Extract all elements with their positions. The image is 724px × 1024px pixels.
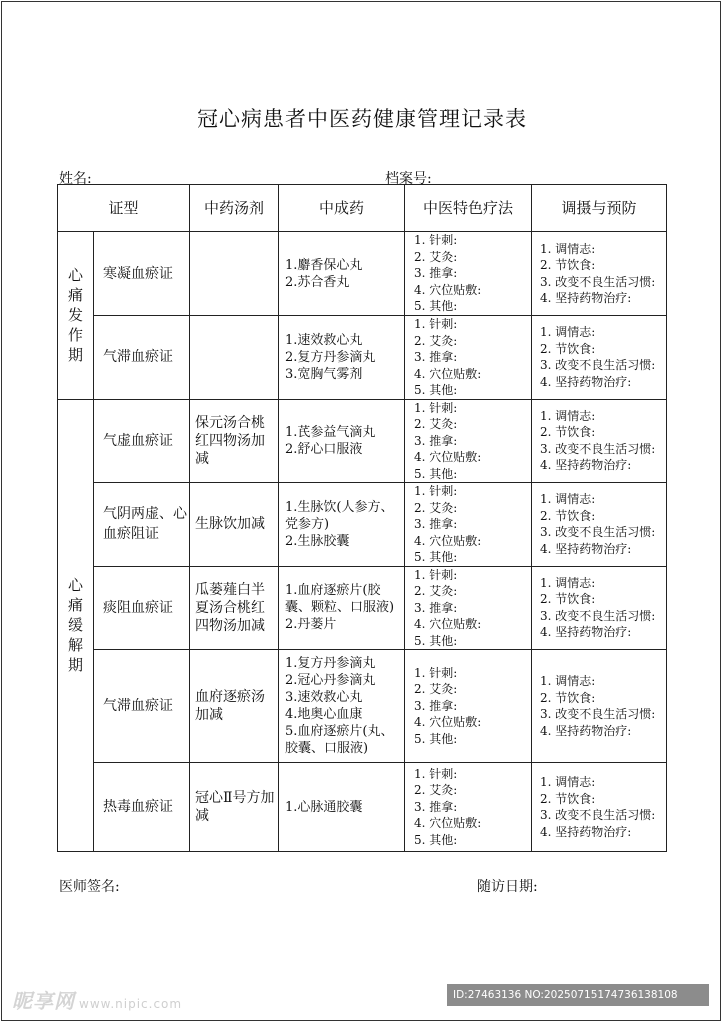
therapy-item: 2. 艾灸: bbox=[414, 783, 458, 798]
therapy-item: 2. 艾灸: bbox=[414, 682, 458, 697]
therapy-item: 3. 推拿: bbox=[414, 799, 458, 814]
therapy-item: 1. 针刺: bbox=[414, 665, 458, 680]
medicine-item: 2.舒心口服液 bbox=[285, 441, 363, 457]
table-row bbox=[58, 650, 667, 763]
therapy-item: 4. 穴位贴敷: bbox=[414, 366, 482, 381]
therapy-item: 1. 针刺: bbox=[414, 317, 458, 331]
medicine-item: 2.冠心丹参滴丸 bbox=[285, 673, 376, 688]
prevention-cell bbox=[532, 316, 667, 400]
therapy-cell bbox=[405, 232, 532, 316]
medicine-item: 3.速效救心丸 bbox=[285, 690, 363, 705]
syndrome-cell: 气滞血瘀证 bbox=[94, 316, 190, 400]
prevention-item: 3. 改变不良生活习惯: bbox=[540, 274, 656, 289]
column-header-therapy: 中医特色疗法 bbox=[405, 185, 532, 232]
phase-attack bbox=[58, 232, 94, 400]
column-header-syndrome: 证型 bbox=[58, 185, 190, 232]
syndrome-cell: 寒凝血瘀证 bbox=[94, 232, 190, 316]
prevention-item: 2. 节饮食: bbox=[540, 425, 596, 440]
therapy-item: 5. 其他: bbox=[414, 832, 458, 847]
medicine-item: 1.芪参益气滴丸 bbox=[285, 424, 376, 440]
record-table bbox=[57, 184, 667, 852]
prevention-item: 4. 坚持药物治疗: bbox=[540, 374, 632, 389]
decoction-cell bbox=[190, 316, 279, 400]
prevention-item: 4. 坚持药物治疗: bbox=[540, 824, 632, 839]
therapy-item: 4. 穴位贴敷: bbox=[414, 715, 482, 730]
prevention-item: 1. 调情志: bbox=[540, 674, 596, 688]
page-title: 冠心病患者中医药健康管理记录表 bbox=[197, 107, 527, 131]
medicine-item: 1.血府逐瘀片(胶囊、颗粒、口服液) bbox=[285, 583, 395, 616]
prevention-item: 4. 坚持药物治疗: bbox=[540, 458, 632, 473]
therapy-item: 5. 其他: bbox=[414, 466, 458, 481]
medicine-item: 4.地奥心血康 bbox=[285, 707, 363, 722]
medicine-item: 2.生脉胶囊 bbox=[285, 533, 350, 549]
therapy-item: 5. 其他: bbox=[414, 633, 458, 648]
table-row bbox=[58, 399, 667, 483]
decoction-cell: 瓜蒌薤白半夏汤合桃红四物汤加减 bbox=[190, 566, 279, 650]
therapy-item: 4. 穴位贴敷: bbox=[414, 617, 482, 631]
prevention-item: 3. 改变不良生活习惯: bbox=[540, 525, 656, 540]
table-row bbox=[58, 232, 667, 316]
therapy-item: 2. 艾灸: bbox=[414, 333, 458, 348]
therapy-item: 5. 其他: bbox=[414, 731, 458, 746]
file-number-label: 档案号: bbox=[385, 171, 432, 187]
phase-relief bbox=[58, 399, 94, 852]
therapy-item: 1. 针刺: bbox=[414, 233, 458, 248]
prevention-item: 2. 节饮食: bbox=[540, 341, 596, 356]
therapy-item: 3. 推拿: bbox=[414, 517, 458, 531]
therapy-item: 2. 艾灸: bbox=[414, 249, 458, 264]
therapy-item: 4. 穴位贴敷: bbox=[414, 282, 482, 297]
prevention-item: 2. 节饮食: bbox=[540, 258, 596, 272]
medicine-cell bbox=[279, 483, 405, 567]
medicine-cell bbox=[279, 566, 405, 650]
visit-date-label: 随访日期: bbox=[477, 879, 538, 895]
prevention-item: 1. 调情志: bbox=[540, 775, 596, 789]
medicine-item: 2.丹蒌片 bbox=[285, 617, 337, 633]
therapy-item: 3. 推拿: bbox=[414, 433, 458, 448]
therapy-item: 3. 推拿: bbox=[414, 266, 458, 281]
decoction-cell: 保元汤合桃红四物汤加减 bbox=[190, 399, 279, 483]
prevention-item: 3. 改变不良生活习惯: bbox=[540, 808, 656, 822]
prevention-item: 1. 调情志: bbox=[540, 492, 596, 507]
medicine-cell bbox=[279, 650, 405, 763]
therapy-item: 5. 其他: bbox=[414, 299, 458, 314]
prevention-item: 1. 调情志: bbox=[540, 325, 596, 340]
medicine-item: 2.苏合香丸 bbox=[285, 274, 350, 290]
prevention-item: 1. 调情志: bbox=[540, 575, 596, 590]
prevention-cell bbox=[532, 566, 667, 650]
table-row bbox=[58, 763, 667, 852]
therapy-item: 1. 针刺: bbox=[414, 567, 458, 582]
prevention-cell bbox=[532, 232, 667, 316]
therapy-item: 3. 推拿: bbox=[414, 698, 458, 713]
column-header-decoction: 中药汤剂 bbox=[190, 185, 279, 232]
decoction-cell: 冠心Ⅱ号方加减 bbox=[190, 763, 279, 852]
decoction-cell: 生脉饮加减 bbox=[190, 483, 279, 567]
medicine-cell bbox=[279, 316, 405, 400]
therapy-cell bbox=[405, 316, 532, 400]
prevention-cell bbox=[532, 650, 667, 763]
prevention-item: 4. 坚持药物治疗: bbox=[540, 625, 632, 640]
medicine-item: 1.复方丹参滴丸 bbox=[285, 656, 376, 671]
prevention-item: 4. 坚持药物治疗: bbox=[540, 291, 632, 305]
therapy-item: 4. 穴位贴敷: bbox=[414, 450, 482, 464]
doctor-signature-label: 医师签名: bbox=[59, 879, 120, 895]
medicine-item: 5.血府逐瘀片(丸、胶囊、口服液) bbox=[285, 724, 394, 756]
name-label: 姓名: bbox=[59, 171, 92, 187]
medicine-item: 1.速效救心丸 bbox=[285, 332, 363, 348]
prevention-item: 1. 调情志: bbox=[540, 408, 596, 423]
table-row bbox=[58, 566, 667, 650]
medicine-item: 1.心脉通胶囊 bbox=[285, 799, 363, 815]
prevention-item: 2. 节饮食: bbox=[540, 592, 596, 607]
therapy-item: 1. 针刺: bbox=[414, 766, 458, 781]
prevention-item: 2. 节饮食: bbox=[540, 690, 596, 705]
image-id-bar: ID:27463136 NO:20250715174736138108 bbox=[447, 984, 709, 1006]
site-watermark: 昵享网 www.nipic.com bbox=[12, 989, 183, 1013]
table-header-row bbox=[58, 185, 667, 232]
decoction-cell bbox=[190, 232, 279, 316]
medicine-item: 2.复方丹参滴丸 bbox=[285, 349, 376, 365]
syndrome-cell: 气虚血瘀证 bbox=[94, 399, 190, 483]
prevention-item: 2. 节饮食: bbox=[540, 508, 596, 523]
decoction-cell: 血府逐瘀汤加减 bbox=[190, 650, 279, 763]
medicine-item: 1.生脉饮(人参方、党参方) bbox=[285, 499, 394, 532]
column-header-medicine: 中成药 bbox=[279, 185, 405, 232]
medicine-cell bbox=[279, 232, 405, 316]
syndrome-cell: 气滞血瘀证 bbox=[94, 650, 190, 763]
therapy-cell bbox=[405, 399, 532, 483]
prevention-cell bbox=[532, 763, 667, 852]
therapy-item: 4. 穴位贴敷: bbox=[414, 533, 482, 548]
table-row bbox=[58, 316, 667, 400]
prevention-item: 3. 改变不良生活习惯: bbox=[540, 441, 656, 456]
medicine-item: 1.麝香保心丸 bbox=[285, 257, 363, 273]
syndrome-cell: 气阴两虚、心血瘀阻证 bbox=[94, 483, 190, 567]
therapy-item: 4. 穴位贴敷: bbox=[414, 816, 482, 831]
therapy-cell bbox=[405, 566, 532, 650]
phase-label: 心痛缓解期 bbox=[68, 576, 84, 675]
therapy-item: 1. 针刺: bbox=[414, 400, 458, 415]
medicine-item: 3.宽胸气雾剂 bbox=[285, 366, 363, 382]
therapy-item: 2. 艾灸: bbox=[414, 584, 458, 598]
prevention-cell bbox=[532, 399, 667, 483]
therapy-item: 3. 推拿: bbox=[414, 350, 458, 364]
table-row bbox=[58, 483, 667, 567]
prevention-item: 3. 改变不良生活习惯: bbox=[540, 608, 656, 623]
therapy-cell bbox=[405, 483, 532, 567]
prevention-item: 1. 调情志: bbox=[540, 241, 596, 256]
prevention-item: 3. 改变不良生活习惯: bbox=[540, 358, 656, 373]
therapy-item: 5. 其他: bbox=[414, 550, 458, 564]
prevention-cell bbox=[532, 483, 667, 567]
syndrome-cell: 痰阻血瘀证 bbox=[94, 566, 190, 650]
column-header-prevention: 调摄与预防 bbox=[532, 185, 667, 232]
prevention-item: 4. 坚持药物治疗: bbox=[540, 723, 632, 738]
phase-label: 心痛发作期 bbox=[68, 266, 84, 365]
medicine-cell bbox=[279, 763, 405, 852]
therapy-item: 2. 艾灸: bbox=[414, 500, 458, 515]
medicine-cell bbox=[279, 399, 405, 483]
syndrome-cell: 热毒血瘀证 bbox=[94, 763, 190, 852]
prevention-item: 3. 改变不良生活习惯: bbox=[540, 707, 656, 721]
therapy-item: 2. 艾灸: bbox=[414, 417, 458, 431]
therapy-item: 1. 针刺: bbox=[414, 484, 458, 498]
therapy-cell bbox=[405, 763, 532, 852]
therapy-item: 3. 推拿: bbox=[414, 600, 458, 615]
therapy-cell bbox=[405, 650, 532, 763]
prevention-item: 4. 坚持药物治疗: bbox=[540, 541, 632, 556]
therapy-item: 5. 其他: bbox=[414, 383, 458, 397]
prevention-item: 2. 节饮食: bbox=[540, 791, 596, 806]
